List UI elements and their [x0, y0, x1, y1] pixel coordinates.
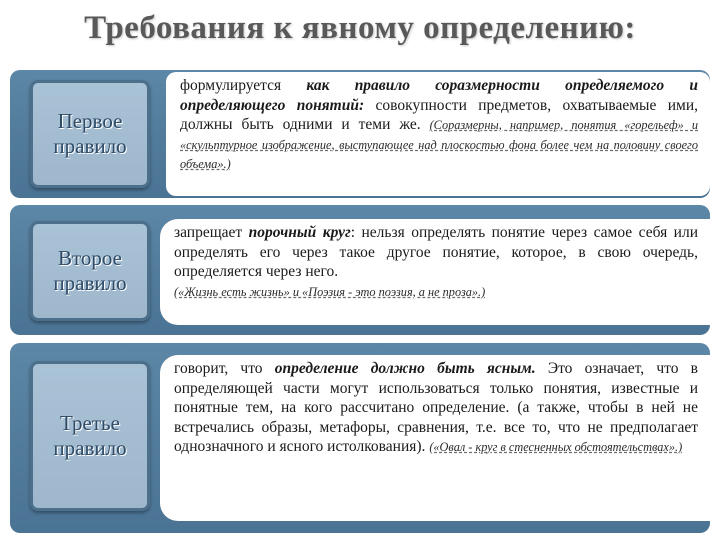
rule-row-2: [10, 205, 710, 335]
rule-content-2: [160, 219, 710, 325]
rule-label-1-line2: правило: [53, 134, 127, 158]
rule-3-intro: говорит, что: [174, 360, 275, 377]
rule-label-3-line2: правило: [53, 436, 127, 460]
rule-1-intro: формулируется: [180, 77, 307, 94]
rule-text-1: [180, 76, 698, 174]
rule-2-term: порочный круг: [248, 224, 351, 241]
rule-2-body: : нельзя определять понятие через самое себя или определять его через такое другое понятие, которое, в свою очередь, определяется через него.: [174, 224, 698, 280]
rule-label-2-line2: правило: [53, 271, 127, 295]
rule-label-2-line1: Второе: [58, 246, 122, 270]
rule-row-3: [10, 343, 710, 533]
rule-2-example: («Жизнь есть жизнь» и «Поэзия - это поэзия, а не проза».): [174, 284, 486, 299]
rule-label-1: [30, 80, 150, 188]
rule-3-body: Это означает, что в определяющей части могут использоваться только понятия, известные и понятные тем, на кого рассчитано определение. (а также, чтобы в ней не встречались образы, метафоры, сравнения, т.е. все то, что не предполагает однозначного и ясного истолкования).: [174, 360, 698, 455]
rule-label-2: [30, 221, 150, 321]
slide-title: Требования к явному определению:: [84, 10, 636, 46]
rule-1-body: совокупности предметов, охватываемые ими, должны быть одними и теми же.: [180, 96, 699, 133]
rule-1-example: (Соразмерны, например, понятия «горельеф» и «скульптурное изображение, выступающее над плоскостью фона более чем на половину своего объема».): [180, 118, 698, 171]
rule-label-3-line1: Третье: [60, 411, 120, 435]
rule-3-example: («Овал - круг в стесненных обстоятельствах».): [429, 440, 683, 454]
rule-label-3: [30, 361, 150, 511]
rule-3-term: определение должно быть ясным.: [274, 360, 536, 377]
rule-content-1: [166, 72, 710, 196]
rule-row-1: [10, 70, 710, 198]
rule-text-3: [174, 359, 698, 457]
rule-1-term: как правило соразмерности определяемого и определяющего понятий:: [180, 77, 698, 114]
rule-label-1-line1: Первое: [57, 109, 123, 133]
rule-2-intro: запрещает: [174, 224, 249, 241]
rule-text-2: [174, 223, 698, 300]
rule-content-3: [160, 355, 710, 521]
